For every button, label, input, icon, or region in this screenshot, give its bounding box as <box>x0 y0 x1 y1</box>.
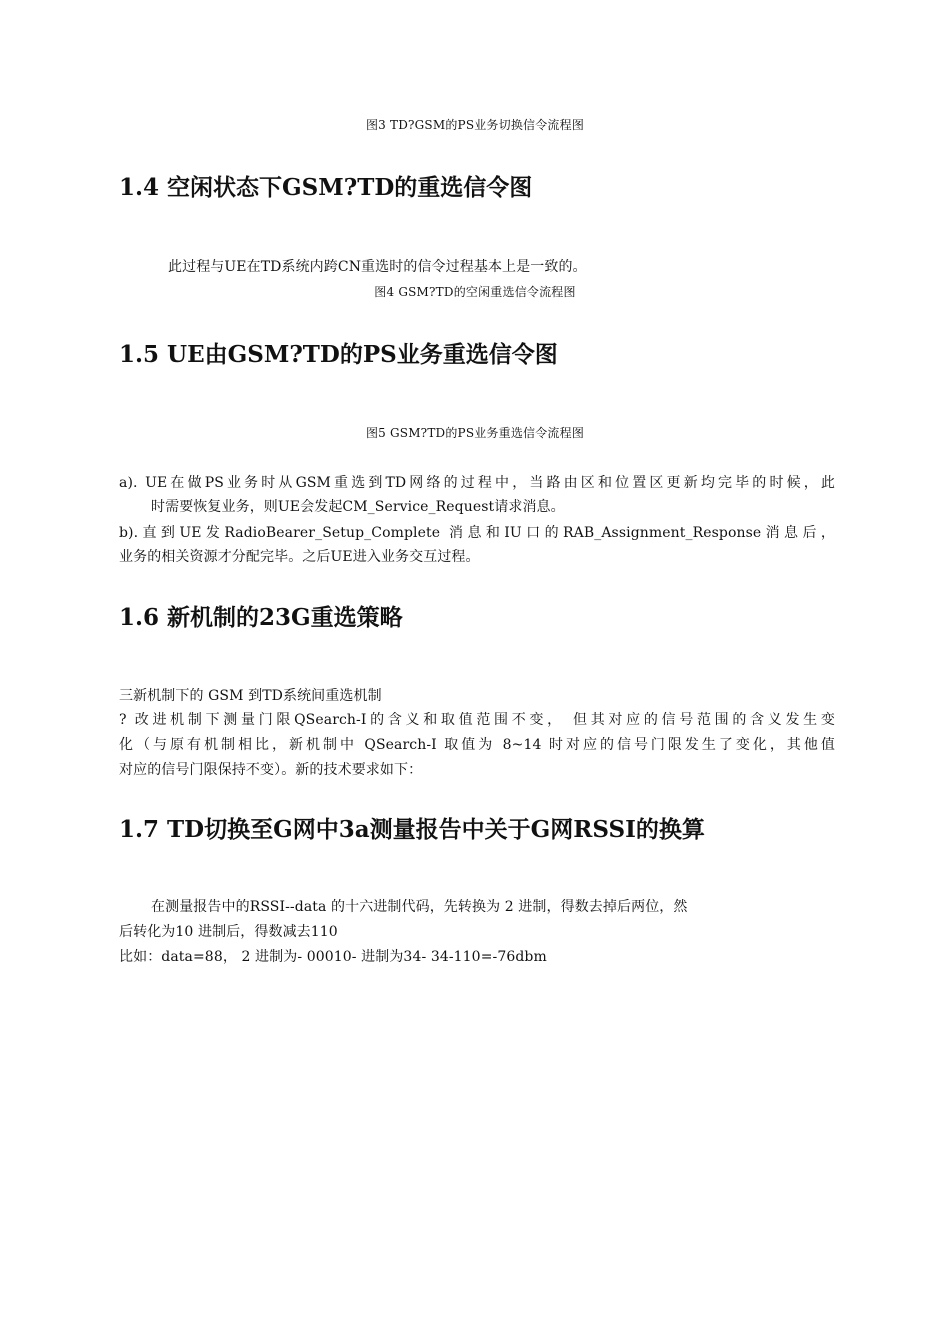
section-1-6-line-4: 对应的信号门限保持不变）。新的技术要求如下： <box>119 762 423 778</box>
section-1-7-line-3: 比如：data=88， 2 进制为- 00010- 进制为34- 34-110=-76dbm <box>119 949 547 965</box>
section-1-6-line-3: 化（与原有机制相比，新机制中 QSearch-I 取值为 8~14 时对应的信号门限发生了变化，其他值 <box>119 737 835 753</box>
section-1-6-line-1: 三新机制下的 GSM 到TD系统间重选机制 <box>119 688 382 704</box>
item-a-line-1: a). UE在做PS业务时从GSM重选到TD网络的过程中，当路由区和位置区更新均完毕的时候，此 <box>119 475 835 491</box>
section-1-7-line-1: 在测量报告中的RSSI--data 的十六进制代码，先转换为 2 进制，得数去掉后两位，然 <box>151 899 688 915</box>
item-a-line-2: 时需要恢复业务，则UE会发起CM_Service_Request请求消息。 <box>151 499 565 515</box>
section-1-4-paragraph: 此过程与UE在TD系统内跨CN重选时的信令过程基本上是一致的。 <box>168 259 587 275</box>
section-1-7-line-2: 后转化为10 进制后，得数减去110 <box>119 924 338 940</box>
item-b-line-1: b).直到UE发RadioBearer_Setup_Complete 消息和IU口的RAB_Assignment_Response消息后， <box>119 525 835 541</box>
section-1-4-heading: 1.4 空闲状态下GSM?TD的重选信令图 <box>119 174 533 201</box>
section-1-5-heading: 1.5 UE由GSM?TD的PS业务重选信令图 <box>119 341 558 368</box>
figure-5-caption: 图5 GSM?TD的PS业务重选信令流程图 <box>365 426 585 440</box>
item-b-line-2: 业务的相关资源才分配完毕。之后UE进入业务交互过程。 <box>119 549 480 565</box>
section-1-6-heading: 1.6 新机制的23G重选策略 <box>119 604 403 631</box>
section-1-6-line-2: ? 改进机制下测量门限QSearch-I的含义和取值范围不变， 但其对应的信号范围的含义发生变 <box>119 712 835 728</box>
section-1-7-heading: 1.7 TD切换至G网中3a测量报告中关于G网RSSI的换算 <box>119 816 705 843</box>
figure-4-caption: 图4 GSM?TD的空闲重选信令流程图 <box>374 285 576 299</box>
figure-3-caption: 图3 TD?GSM的PS业务切换信令流程图 <box>365 118 585 132</box>
